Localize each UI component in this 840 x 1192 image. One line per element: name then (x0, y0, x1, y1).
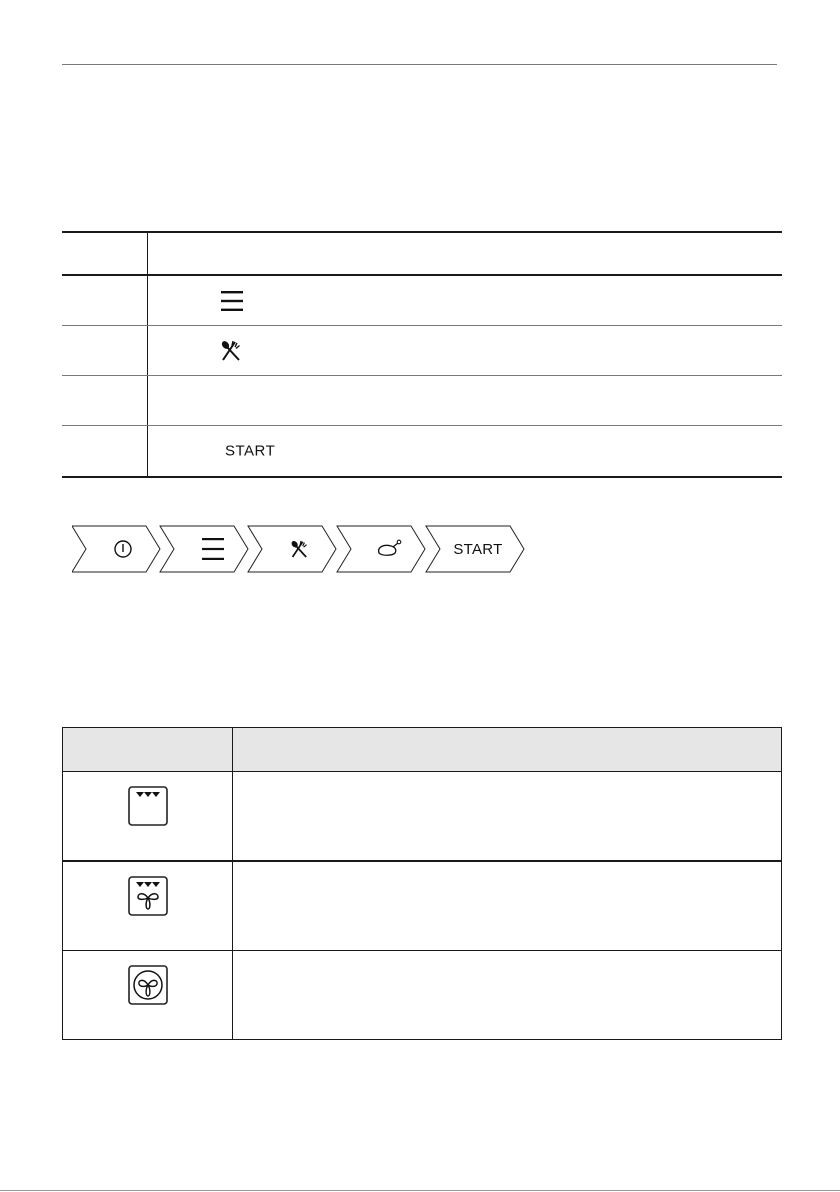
table-row (63, 951, 782, 1040)
step-action-cell (148, 275, 783, 326)
flow-step-roast (337, 526, 425, 572)
function-description-header (233, 728, 782, 772)
flow-step-menu (160, 526, 248, 572)
fork-spoon-icon (220, 340, 242, 362)
step-action-cell (148, 326, 783, 376)
function-symbol-cell (63, 951, 233, 1040)
step-number-header (62, 232, 148, 275)
functions-table-header (63, 728, 782, 772)
menu-icon (220, 290, 244, 312)
table-row (63, 861, 782, 951)
table-row (62, 376, 782, 426)
function-description-cell (233, 951, 782, 1040)
step-number-cell (62, 326, 148, 376)
header-rule (62, 64, 777, 65)
function-symbol-cell (63, 861, 233, 951)
flow-start-label: START (453, 541, 503, 558)
function-description-cell (233, 772, 782, 862)
top-heat-oven-icon (128, 786, 168, 826)
step-number-cell (62, 376, 148, 426)
function-symbol-cell (63, 772, 233, 862)
operation-flow (72, 524, 532, 574)
step-action-cell (148, 376, 783, 426)
step-number-cell (62, 275, 148, 326)
top-heat-fan-oven-icon (128, 876, 168, 916)
step-number-cell (62, 426, 148, 478)
function-symbol-header (63, 728, 233, 772)
flow-step-power (72, 526, 160, 572)
steps-table-header (62, 232, 782, 275)
step-action-header (148, 232, 783, 275)
steps-table (62, 231, 782, 478)
table-row (63, 772, 782, 862)
table-row (62, 326, 782, 376)
fan-oven-icon (128, 965, 168, 1005)
functions-table (62, 727, 782, 1040)
start-label: START (225, 442, 276, 460)
footer-rule (0, 1190, 840, 1191)
table-row (62, 275, 782, 326)
function-description-cell (233, 861, 782, 951)
flow-diagram (72, 524, 532, 574)
step-action-cell (148, 426, 783, 478)
flow-step-fork-spoon (248, 526, 336, 572)
table-row (62, 426, 782, 478)
flow-step-start (426, 526, 524, 572)
